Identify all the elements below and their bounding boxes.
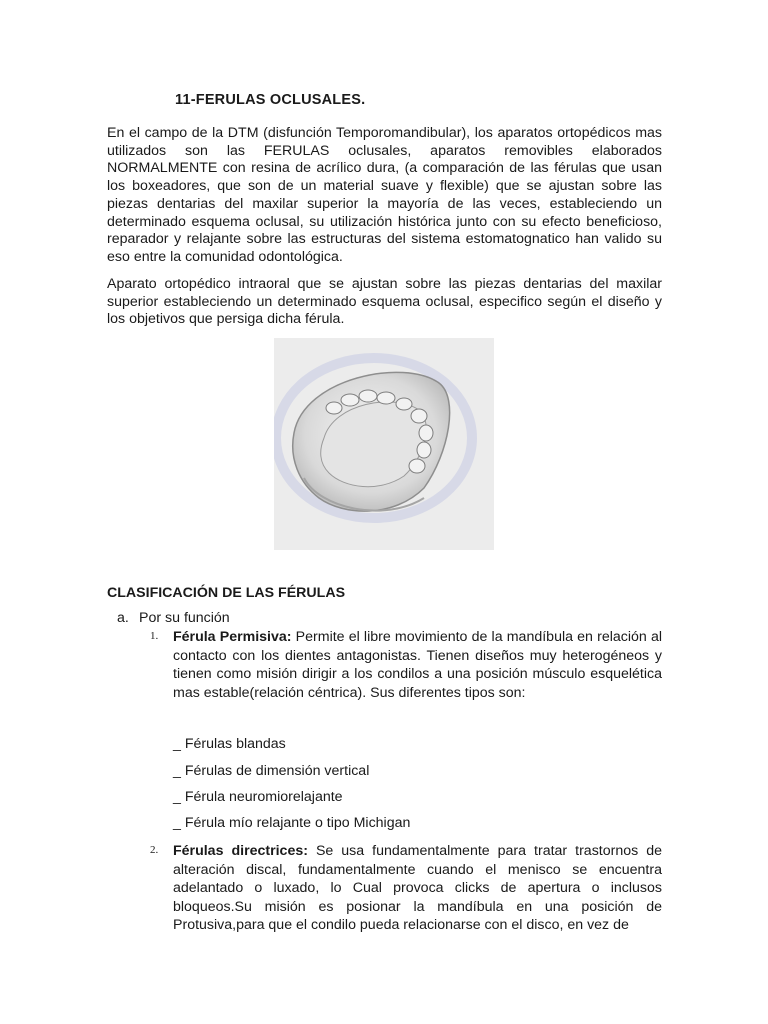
- definition-paragraph: Aparato ortopédico intraoral que se ajustan sobre las piezas dentarias del maxilar superior estableciendo un determinado esquema oclusal, especifico según el diseño y los objetivos que persiga dicha férula.: [107, 276, 662, 328]
- item-term: Férula Permisiva:: [173, 629, 292, 645]
- subtype-item: _ Férulas de dimensión vertical: [173, 763, 370, 779]
- item-text: Se usa fundamentalmente para tratar trastornos de alteración discal, fundamentalmente cuando el menisco se encuentra adelantado o luxado, lo Cual provoca clicks de apertura o inclusos bloqueos.Su misión es posionar la mandíbula en una posición de Protusiva,para que el condilo pueda relacionarse con el disco, en vez de: [173, 843, 662, 933]
- document-title: 11-FERULAS OCLUSALES.: [175, 92, 366, 108]
- list-label: Por su función: [139, 610, 230, 626]
- occlusal-splint-photo-icon: [274, 338, 494, 550]
- item-body: [173, 628, 662, 702]
- subtype-item: _ Férulas blandas: [173, 736, 286, 752]
- occlusal-splint-image: [274, 338, 494, 550]
- list-item-a: [117, 610, 230, 626]
- item-body: [173, 842, 662, 935]
- item-term: Férulas directrices:: [173, 843, 308, 859]
- list-letter: a.: [117, 610, 129, 626]
- item-text: Permite el libre movimiento de la mandíbula en relación al contacto con los dientes antagonistas. Tienen diseños muy heterogéneos y tienen como misión dirigir a los condilos a una posición músculo esquelética mas estable(relación céntrica). Sus diferentes tipos son:: [173, 629, 662, 701]
- section-heading: CLASIFICACIÓN DE LAS FÉRULAS: [107, 585, 346, 601]
- item-number: 2.: [150, 844, 159, 856]
- intro-paragraph: En el campo de la DTM (disfunción Temporomandibular), los aparatos ortopédicos mas utilizados son las FERULAS oclusales, aparatos removibles elaborados NORMALMENTE con resina de acrílico dura, (a comparación de las férulas que usan los boxeadores, que son de un material suave y flexible) que se ajustan sobre las piezas dentarias del maxilar superior la mayoría de las veces, estableciendo un determinado esquema oclusal, su utilización histórica junto con su efecto beneficioso, reparador y relajante sobre las estructuras del sistema estomatognatico han valido su eso entre la comunidad odontológica.: [107, 125, 662, 265]
- subtype-item: _ Férula mío relajante o tipo Michigan: [173, 815, 411, 831]
- subtype-item: _ Férula neuromiorelajante: [173, 789, 343, 805]
- item-number: 1.: [150, 630, 159, 642]
